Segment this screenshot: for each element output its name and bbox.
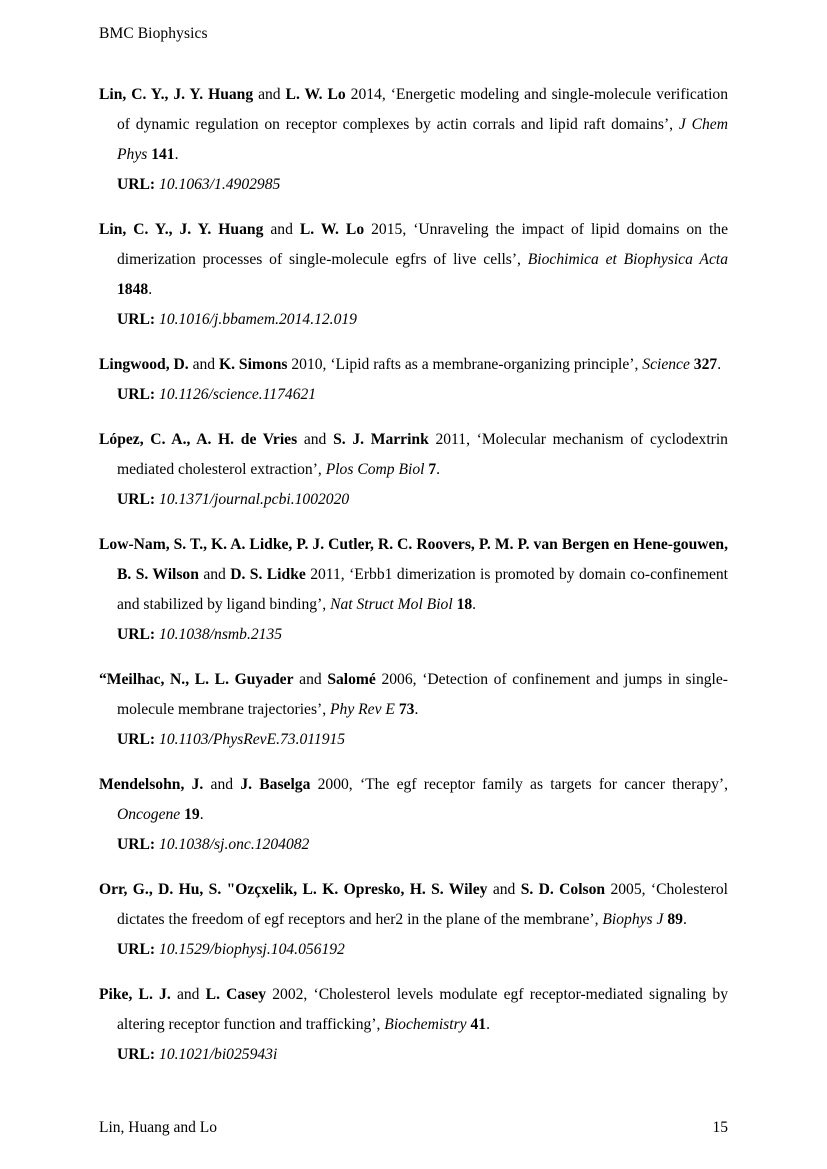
reference-entry (99, 350, 728, 410)
reference-citation (99, 425, 728, 485)
reference-conjunction: and (253, 86, 286, 103)
reference-last-author: S. D. Colson (520, 881, 606, 898)
reference-year: 2005, (605, 881, 651, 898)
reference-entry (99, 875, 728, 965)
reference-terminator: . (436, 461, 441, 478)
reference-volume: 73 (394, 701, 415, 718)
reference-url-label: URL: (117, 311, 156, 328)
reference-url-line (99, 1040, 728, 1070)
reference-terminator: . (174, 146, 179, 163)
reference-url-label: URL: (117, 176, 156, 193)
reference-url-line (99, 170, 728, 200)
reference-last-author: S. J. Marrink (333, 431, 429, 448)
reference-entry (99, 665, 728, 755)
reference-url-value[interactable]: 10.1038/nsmb.2135 (159, 626, 283, 643)
reference-url-label: URL: (117, 626, 156, 643)
reference-title: ‘Lipid rafts as a membrane-organizing principle’, (330, 356, 643, 373)
reference-journal: Biochemistry (384, 1016, 467, 1033)
reference-year: 2000, (310, 776, 360, 793)
page-footer (99, 1119, 728, 1137)
reference-authors: Lingwood, D. (99, 356, 189, 373)
reference-url-label: URL: (117, 491, 156, 508)
reference-url-line (99, 935, 728, 965)
reference-title: ‘Molecular mechanism of cyclodextrin mediated cholesterol extraction’, (117, 431, 728, 478)
reference-url-value[interactable]: 10.1529/biophysj.104.056192 (159, 941, 345, 958)
running-head: BMC Biophysics (99, 25, 208, 42)
footer-page-number: 15 (712, 1119, 728, 1136)
reference-url-line (99, 725, 728, 755)
reference-entry (99, 80, 728, 200)
reference-terminator: . (148, 281, 153, 298)
reference-year: 2010, (287, 356, 331, 373)
reference-last-author: J. Baselga (240, 776, 311, 793)
reference-last-author: K. Simons (219, 356, 288, 373)
reference-citation (99, 530, 728, 620)
reference-terminator: . (682, 911, 687, 928)
reference-year: 2015, (364, 221, 414, 238)
reference-citation (99, 770, 728, 830)
reference-authors: Mendelsohn, J. (99, 776, 204, 793)
reference-conjunction: and (170, 986, 206, 1003)
reference-authors: Pike, L. J. (99, 986, 171, 1003)
reference-url-value[interactable]: 10.1063/1.4902985 (159, 176, 281, 193)
reference-journal: Biochimica et Biophysica Acta (527, 251, 728, 268)
reference-citation (99, 665, 728, 725)
reference-conjunction: and (297, 431, 334, 448)
reference-terminator: . (199, 806, 204, 823)
reference-last-author: L. W. Lo (285, 86, 346, 103)
reference-volume: 141 (147, 146, 175, 163)
reference-title: ‘Detection of confinement and jumps in single-molecule membrane trajectories’, (117, 671, 728, 718)
reference-citation (99, 215, 728, 305)
reference-conjunction: and (198, 566, 231, 583)
reference-title: ‘Cholesterol levels modulate egf receptor-mediated signaling by altering receptor function and trafficking’, (117, 986, 729, 1033)
reference-volume: 1848 (117, 281, 149, 298)
reference-journal: Plos Comp Biol (325, 461, 425, 478)
reference-conjunction: and (203, 776, 241, 793)
reference-url-line (99, 380, 728, 410)
reference-terminator: . (414, 701, 419, 718)
reference-title: ‘Cholesterol dictates the freedom of egf receptors and her2 in the plane of the membrane’, (117, 881, 728, 928)
reference-last-author: L. W. Lo (299, 221, 365, 238)
reference-url-line (99, 485, 728, 515)
reference-year: 2006, (375, 671, 423, 688)
reference-authors: “Meilhac, N., L. L. Guyader (99, 671, 294, 688)
reference-authors: López, C. A., A. H. de Vries (99, 431, 298, 448)
reference-url-value[interactable]: 10.1038/sj.onc.1204082 (159, 836, 310, 853)
reference-year: 2002, (266, 986, 314, 1003)
reference-entry (99, 980, 728, 1070)
reference-url-value[interactable]: 10.1103/PhysRevE.73.011915 (159, 731, 346, 748)
reference-authors: Lin, C. Y., J. Y. Huang (99, 221, 264, 238)
reference-url-value[interactable]: 10.1021/bi025943i (159, 1046, 278, 1063)
reference-citation (99, 80, 728, 170)
reference-conjunction: and (487, 881, 521, 898)
reference-entry (99, 425, 728, 515)
reference-title: ‘Erbb1 dimerization is promoted by domain co-confinement and stabilized by ligand binding’, (117, 566, 729, 613)
reference-journal: Nat Struct Mol Biol (330, 596, 453, 613)
reference-terminator: . (472, 596, 477, 613)
reference-url-line (99, 830, 728, 860)
reference-url-line (99, 305, 728, 335)
reference-entry (99, 530, 728, 650)
reference-last-author: Salomé (327, 671, 376, 688)
reference-volume: 7 (424, 461, 437, 478)
reference-url-label: URL: (117, 731, 156, 748)
reference-year: 2011, (305, 566, 350, 583)
reference-journal: J Chem Phys (117, 116, 728, 163)
reference-title: ‘Unraveling the impact of lipid domains on the dimerization processes of single-molecule egfrs of live cells’, (117, 221, 729, 268)
reference-volume: 19 (180, 806, 200, 823)
reference-url-value[interactable]: 10.1016/j.bbamem.2014.12.019 (159, 311, 357, 328)
reference-title: ‘The egf receptor family as targets for cancer therapy’, (359, 776, 729, 793)
reference-year: 2011, (428, 431, 477, 448)
reference-authors: Low-Nam, S. T., K. A. Lidke, P. J. Cutler, R. C. Roovers, P. M. P. van Bergen en Hene-gouwen, B. S. Wilson (99, 536, 728, 583)
reference-journal: Biophys J (602, 911, 664, 928)
reference-terminator: . (717, 356, 722, 373)
reference-title: ‘Energetic modeling and single-molecule verification of dynamic regulation on receptor complexes by actin corrals and lipid raft domains’, (117, 86, 729, 133)
reference-journal: Phy Rev E (330, 701, 395, 718)
reference-last-author: L. Casey (205, 986, 267, 1003)
reference-citation (99, 980, 728, 1040)
reference-journal: Science (642, 356, 690, 373)
reference-volume: 327 (689, 356, 718, 373)
reference-volume: 89 (663, 911, 683, 928)
reference-journal: Oncogene (117, 806, 181, 823)
reference-url-value[interactable]: 10.1126/science.1174621 (159, 386, 317, 403)
reference-url-line (99, 620, 728, 650)
reference-citation (99, 875, 728, 935)
reference-url-label: URL: (117, 836, 156, 853)
reference-list (99, 80, 728, 1070)
reference-entry (99, 770, 728, 860)
reference-authors: Orr, G., D. Hu, S. "Ozçxelik, L. K. Opresko, H. S. Wiley (99, 881, 488, 898)
reference-volume: 18 (452, 596, 473, 613)
reference-conjunction: and (263, 221, 300, 238)
reference-year: 2014, (345, 86, 391, 103)
reference-url-label: URL: (117, 941, 156, 958)
reference-conjunction: and (293, 671, 328, 688)
reference-authors: Lin, C. Y., J. Y. Huang (99, 86, 254, 103)
footer-authors: Lin, Huang and Lo (99, 1119, 217, 1136)
reference-terminator: . (486, 1016, 490, 1033)
reference-volume: 41 (466, 1016, 487, 1033)
reference-url-label: URL: (117, 386, 156, 403)
reference-last-author: D. S. Lidke (230, 566, 306, 583)
reference-entry (99, 215, 728, 335)
reference-conjunction: and (188, 356, 219, 373)
reference-citation (99, 350, 728, 380)
reference-url-value[interactable]: 10.1371/journal.pcbi.1002020 (159, 491, 350, 508)
reference-url-label: URL: (117, 1046, 156, 1063)
